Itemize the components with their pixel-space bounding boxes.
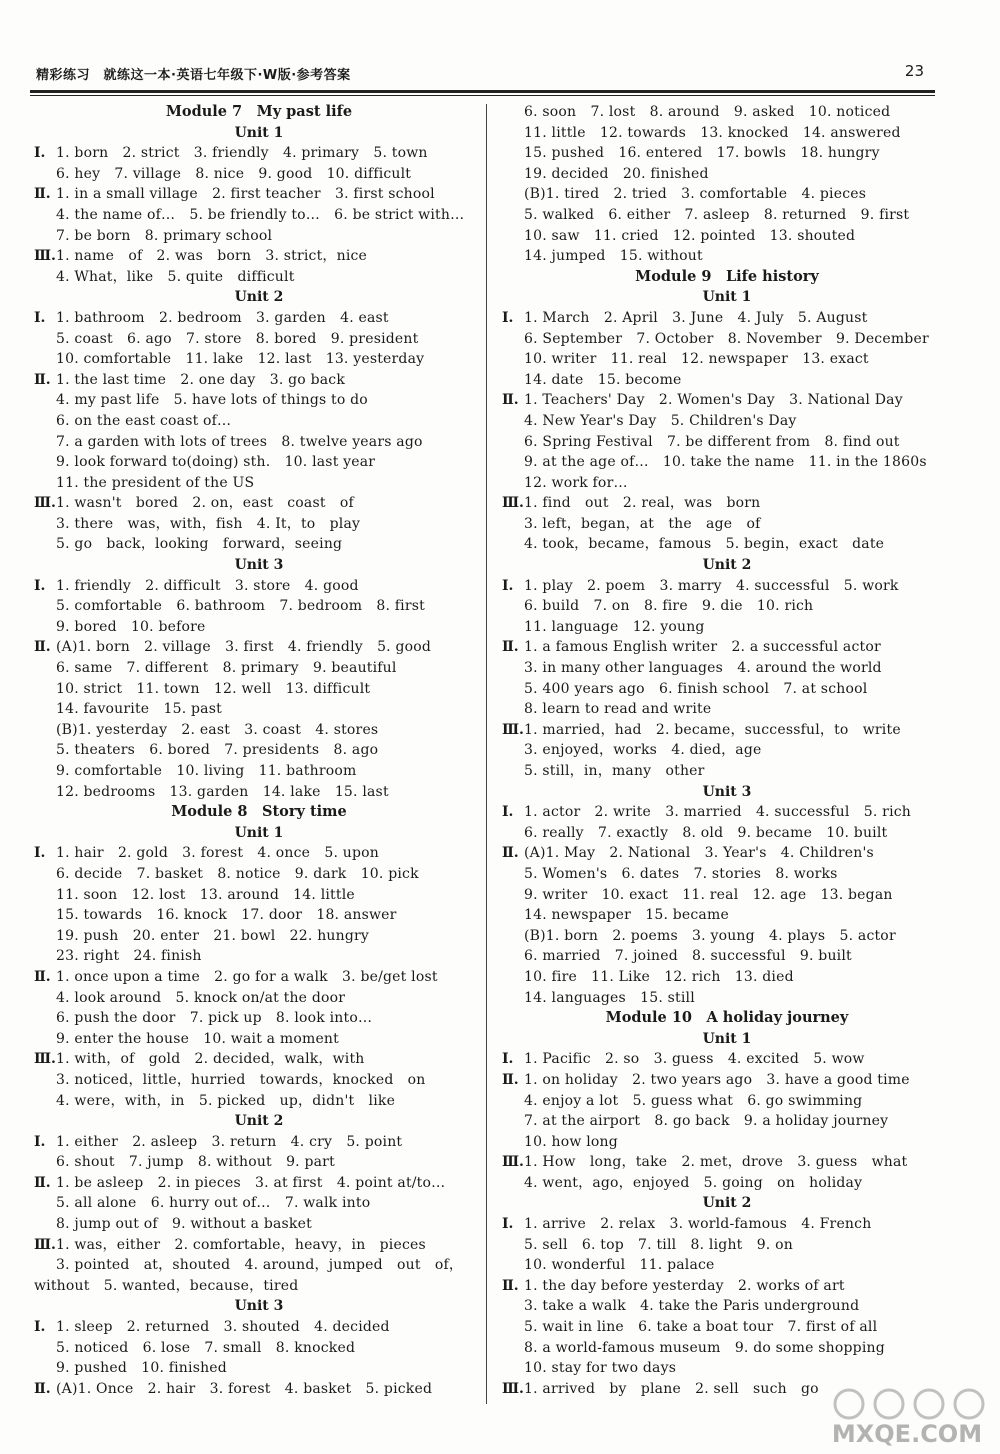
answer-text: 6. same 7. different 8. primary 9. beautiful [56, 660, 397, 677]
answer-text: (B)1. tired 2. tried 3. comfortable 4. pieces [524, 186, 867, 203]
section-label: Ⅲ. [34, 495, 56, 512]
answer-line [34, 493, 484, 514]
answer-line [34, 534, 484, 555]
answer-text: 1. the day before yesterday 2. works of art [524, 1277, 845, 1294]
answer-line [502, 390, 952, 411]
answer-line [34, 1193, 484, 1214]
answer-line [502, 1111, 952, 1132]
answer-text: (A)1. May 2. National 3. Year's 4. Children's [524, 845, 874, 862]
answer-line [502, 493, 952, 514]
answer-line [502, 432, 952, 453]
answer-line [502, 823, 952, 844]
answer-line [34, 473, 484, 494]
answer-line [34, 658, 484, 679]
answer-text: 1. play 2. poem 3. marry 4. successful 5. work [524, 577, 899, 594]
answer-line [34, 1338, 484, 1359]
answer-line [502, 411, 952, 432]
answer-line [502, 1338, 952, 1359]
page-number: 23 [904, 62, 924, 80]
answer-text: 4. What，like 5. quite difficult [56, 268, 295, 285]
unit-heading: Unit 2 [234, 289, 284, 306]
answer-text: 1. married，had 2. became，successful，to write [524, 721, 901, 738]
section-label: Ⅱ. [502, 1071, 519, 1088]
answer-line [34, 1070, 484, 1091]
answer-text: 15. towards 16. knock 17. door 18. answer [56, 907, 397, 924]
answer-line [502, 761, 952, 782]
answer-text: 9. at the age of… 10. take the name 11. in the 1860s [524, 454, 927, 471]
answer-line [34, 782, 484, 803]
section-label: Ⅱ. [502, 1277, 519, 1294]
unit-heading: Unit 2 [702, 557, 752, 574]
section-label: Ⅲ. [502, 495, 524, 512]
answer-text: 1. with，of gold 2. decided，walk，with [56, 1051, 365, 1068]
answer-line [34, 411, 484, 432]
answer-text: 10. how long [524, 1133, 618, 1150]
answer-text: 5. Women's 6. dates 7. stories 8. works [524, 865, 838, 882]
section-label: Ⅱ. [34, 1174, 51, 1191]
answer-text: 5. walked 6. either 7. asleep 8. returned 9. first [524, 206, 910, 223]
column-divider [486, 104, 487, 1404]
answer-text: 4. went，ago，enjoyed 5. going on holiday [524, 1174, 863, 1191]
section-label: Ⅰ. [34, 845, 46, 862]
answer-text: 14. languages 15. still [524, 989, 695, 1006]
answer-line [34, 1317, 484, 1338]
answer-text: 5. still，in，many other [524, 763, 705, 779]
answer-line [502, 1235, 952, 1256]
answer-text: 12. bedrooms 13. garden 14. lake 15. last [56, 783, 389, 800]
answer-text: 9. pushed 10. finished [56, 1360, 227, 1377]
answer-line [502, 1152, 952, 1173]
unit-heading: Unit 1 [702, 1030, 752, 1047]
answer-line [34, 699, 484, 720]
answer-line [34, 967, 484, 988]
answer-text: 1. name of 2. was born 3. strict，nice [56, 248, 368, 265]
answer-text: 6. on the east coast of… [56, 412, 232, 429]
answer-line [34, 432, 484, 453]
answer-line [502, 967, 952, 988]
module-heading: Module 8 Story time [171, 803, 347, 821]
answer-line [502, 576, 952, 597]
answer-line [502, 164, 952, 185]
answer-line [34, 164, 484, 185]
answer-text: 9. look forward to(doing) sth. 10. last year [56, 454, 376, 471]
answer-text: 15. pushed 16. entered 17. bowls 18. hungry [524, 145, 880, 162]
answer-line [34, 740, 484, 761]
answer-line [502, 329, 952, 350]
answer-text: 9. writer 10. exact 11. real 12. age 13. began [524, 886, 893, 903]
answer-text: 5. comfortable 6. bathroom 7. bedroom 8. first [56, 598, 425, 615]
answer-text: 10. comfortable 11. lake 12. last 13. yesterday [56, 351, 425, 368]
answer-line [34, 349, 484, 370]
answer-text: 11. little 12. towards 13. knocked 14. answered [524, 124, 901, 141]
answer-text: 3. there was，with，fish 4. It，to play [56, 515, 361, 532]
unit-heading: Unit 1 [234, 824, 284, 841]
answer-text: 5. wait in line 6. take a boat tour 7. first of all [524, 1319, 878, 1336]
answer-text: 9. comfortable 10. living 11. bathroom [56, 763, 357, 779]
answer-line [502, 143, 952, 164]
answer-text: 3. pointed at，shouted 4. around，jumped out of， [56, 1257, 464, 1274]
answer-line [502, 370, 952, 391]
section-label: Ⅰ. [34, 1133, 46, 1150]
answer-text: 10. writer 11. real 12. newspaper 13. exact [524, 351, 869, 368]
section-label: Ⅰ. [34, 577, 46, 594]
answer-line [502, 617, 952, 638]
answer-line [502, 864, 952, 885]
answer-text: (B)1. yesterday 2. east 3. coast 4. stores [56, 721, 379, 738]
answer-line [502, 843, 952, 864]
unit-heading: Unit 3 [234, 1298, 284, 1315]
answer-line [34, 308, 484, 329]
answer-text: 4. enjoy a lot 5. guess what 6. go swimming [524, 1092, 863, 1109]
answer-text: 10. strict 11. town 12. well 13. difficult [56, 680, 371, 697]
answer-text: 1. bathroom 2. bedroom 3. garden 4. east [56, 309, 389, 326]
answer-line [502, 123, 952, 144]
answer-line [502, 637, 952, 658]
section-label: Ⅰ. [502, 577, 514, 594]
answer-text: 14. date 15. become [524, 371, 682, 388]
answer-text: 1. How long，take 2. met，drove 3. guess what [524, 1154, 908, 1171]
answer-text: 3. noticed，little，hurried towards，knocked on [56, 1071, 426, 1088]
answer-text: (A)1. born 2. village 3. first 4. friendly 5. good [56, 639, 432, 656]
answer-text: 9. enter the house 10. wait a moment [56, 1030, 339, 1047]
answer-line [502, 1070, 952, 1091]
answer-line [502, 1317, 952, 1338]
answer-text: 10. fire 11. Like 12. rich 13. died [524, 968, 794, 985]
answer-text: 6. married 7. joined 8. successful 9. built [524, 948, 852, 965]
answer-line [34, 452, 484, 473]
answer-line [34, 390, 484, 411]
answer-text: 1. hair 2. gold 3. forest 4. once 5. upon [56, 845, 379, 862]
answer-text: 4. look around 5. knock on/at the door [56, 989, 346, 1006]
answer-text: 3. take a walk 4. take the Paris underground [524, 1298, 860, 1315]
answer-line [502, 184, 952, 205]
answer-text: 1. be asleep 2. in pieces 3. at first 4. point at/to… [56, 1174, 446, 1191]
header-rule [30, 90, 935, 93]
section-label: Ⅰ. [34, 1319, 46, 1336]
answer-line [502, 452, 952, 473]
section-label: Ⅱ. [34, 639, 51, 656]
section-label: Ⅰ. [502, 804, 514, 821]
answer-text: 1. on holiday 2. two years ago 3. have a good time [524, 1071, 910, 1088]
answer-text: 6. push the door 7. pick up 8. look into… [56, 1010, 373, 1027]
answer-text: 1. sleep 2. returned 3. shouted 4. decided [56, 1319, 390, 1336]
answer-line [34, 1379, 484, 1400]
answer-text: 4. took，became，famous 5. begin，exact date [524, 536, 885, 553]
answer-line [502, 246, 952, 267]
answer-text: 1. wasn't bored 2. on，east coast of [56, 495, 354, 512]
answer-text: 1. was，either 2. comfortable，heavy，in pieces [56, 1236, 426, 1253]
answer-text: 4. my past life 5. have lots of things to do [56, 392, 368, 409]
answer-line [502, 1132, 952, 1153]
answer-text: 19. push 20. enter 21. bowl 22. hungry [56, 927, 370, 944]
answer-line [502, 226, 952, 247]
answer-text: 23. right 24. finish [56, 948, 202, 965]
answer-text: 14. jumped 15. without [524, 248, 703, 265]
answer-line [34, 1049, 484, 1070]
answer-line [34, 720, 484, 741]
answer-text: 6. shout 7. jump 8. without 9. part [56, 1154, 335, 1171]
module-heading: Module 10 A holiday journey [605, 1009, 849, 1027]
page-header [30, 58, 932, 90]
answer-line [34, 514, 484, 535]
answer-line [34, 1091, 484, 1112]
answer-text: 5. coast 6. ago 7. store 8. bored 9. president [56, 330, 419, 347]
unit-heading: Unit 1 [702, 289, 752, 306]
answer-text: 14. favourite 15. past [56, 701, 222, 718]
answer-text: 11. soon 12. lost 13. around 14. little [56, 886, 355, 903]
section-label: Ⅱ. [502, 845, 519, 862]
answer-text: 1. born 2. strict 3. friendly 4. primary 5. town [56, 145, 428, 162]
answer-line [34, 1214, 484, 1235]
answer-line [502, 1173, 952, 1194]
answer-line [34, 205, 484, 226]
answer-text: 7. a garden with lots of trees 8. twelve years ago [56, 433, 423, 450]
answer-text: 7. be born 8. primary school [56, 227, 273, 244]
answer-line [34, 143, 484, 164]
answer-line [502, 885, 952, 906]
answer-line [502, 905, 952, 926]
answer-line [34, 1235, 484, 1256]
answer-line [502, 740, 952, 761]
answer-text: 10. wonderful 11. palace [524, 1257, 715, 1274]
module-heading: Module 7 My past life [165, 103, 353, 120]
answer-text: 6. really 7. exactly 8. old 9. became 10. built [524, 824, 888, 841]
answer-text: 5. sell 6. top 7. till 8. light 9. on [524, 1236, 793, 1253]
section-label: Ⅰ. [502, 309, 514, 326]
unit-heading: Unit 2 [702, 1195, 752, 1212]
answer-line [34, 1008, 484, 1029]
answer-text: 5. 400 years ago 6. finish school 7. at school [524, 680, 868, 697]
answer-line [34, 226, 484, 247]
answer-line [502, 1091, 952, 1112]
answer-line [34, 617, 484, 638]
answer-text: (B)1. born 2. poems 3. young 4. plays 5. actor [524, 927, 896, 944]
answer-text: 1. the last time 2. one day 3. go back [56, 371, 346, 388]
header-title: 精彩练习 就练这一本·英语七年级下·W版·参考答案 [36, 68, 351, 83]
section-label: Ⅱ. [34, 968, 51, 985]
answer-text: (A)1. Once 2. hair 3. forest 4. basket 5. picked [56, 1380, 433, 1397]
section-label: Ⅲ. [34, 1051, 56, 1068]
answer-line [502, 205, 952, 226]
answer-text: 1. in a small village 2. first teacher 3. first school [56, 186, 435, 203]
answer-text: 6. decide 7. basket 8. notice 9. dark 10. pick [56, 865, 419, 882]
answer-line [34, 885, 484, 906]
answer-line [502, 596, 952, 617]
section-label: Ⅲ. [34, 248, 56, 265]
answer-text: 6. September 7. October 8. November 9. December [524, 330, 929, 347]
answer-text: 10. stay for two days [524, 1360, 677, 1377]
watermark-logo [819, 1386, 994, 1448]
answer-text: 6. Spring Festival 7. be different from 8. find out [524, 433, 900, 450]
answer-line [502, 1255, 952, 1276]
answer-line [502, 1296, 952, 1317]
answer-line [502, 473, 952, 494]
answer-line [34, 1173, 484, 1194]
answer-text: 10. saw 11. cried 12. pointed 13. shouted [524, 227, 856, 244]
answer-line [34, 761, 484, 782]
section-label: Ⅲ. [502, 1380, 524, 1397]
answer-text: 4. the name of… 5. be friendly to… 6. be strict with… [56, 206, 465, 223]
answer-text: 1. actor 2. write 3. married 4. successful 5. rich [524, 804, 912, 821]
answer-text: 7. at the airport 8. go back 9. a holiday journey [524, 1113, 889, 1130]
section-label: Ⅰ. [34, 145, 46, 162]
unit-heading: Unit 3 [702, 783, 752, 800]
answer-line [502, 1049, 952, 1070]
answer-line [502, 308, 952, 329]
answer-line [34, 946, 484, 967]
section-label: Ⅱ. [502, 639, 519, 656]
section-label: Ⅰ. [502, 1051, 514, 1068]
answer-line [502, 988, 952, 1009]
answer-text: 8. a world-famous museum 9. do some shopping [524, 1339, 885, 1356]
answer-line [34, 864, 484, 885]
answer-line [502, 699, 952, 720]
answer-line [502, 1214, 952, 1235]
answer-text: 6. hey 7. village 8. nice 9. good 10. difficult [56, 165, 412, 182]
answer-line [502, 534, 952, 555]
answer-text: 5. noticed 6. lose 7. small 8. knocked [56, 1339, 356, 1356]
answer-column-right [502, 102, 952, 1399]
section-label: Ⅰ. [502, 1216, 514, 1233]
answer-text: 8. learn to read and write [524, 701, 712, 718]
section-label: Ⅱ. [34, 371, 51, 388]
answer-text: 4. were，with，in 5. picked up，didn't like [56, 1092, 396, 1109]
section-label: Ⅱ. [34, 186, 51, 203]
answer-text: 1. friendly 2. difficult 3. store 4. good [56, 577, 359, 594]
answer-line [502, 349, 952, 370]
answer-text: 5. theaters 6. bored 7. presidents 8. ago [56, 742, 379, 759]
answer-line [34, 1276, 484, 1297]
answer-text: 3. in many other languages 4. around the world [524, 660, 882, 677]
watermark-text: MXQE.COM [831, 1420, 983, 1448]
answer-text: 6. build 7. on 8. fire 9. die 10. rich [524, 598, 814, 615]
answer-text: 5. go back，looking forward，seeing [56, 536, 343, 553]
answer-text: 4. New Year's Day 5. Children's Day [524, 412, 797, 429]
answer-line [34, 329, 484, 350]
answer-line [34, 1152, 484, 1173]
answer-line [34, 843, 484, 864]
answer-line [34, 596, 484, 617]
answer-line [502, 720, 952, 741]
answer-text: 1. arrived by plane 2. sell such go [524, 1380, 819, 1397]
answer-line [502, 658, 952, 679]
answer-text: 6. soon 7. lost 8. around 9. asked 10. noticed [524, 104, 891, 120]
answer-text: 1. either 2. asleep 3. return 4. cry 5. point [56, 1133, 403, 1150]
section-label: Ⅱ. [502, 392, 519, 409]
answer-line [34, 679, 484, 700]
answer-line [502, 514, 952, 535]
unit-heading: Unit 1 [234, 124, 284, 141]
answer-text: 1. find out 2. real，was born [524, 495, 761, 512]
answer-column-left [34, 102, 484, 1399]
answer-line [34, 637, 484, 658]
answer-line [502, 802, 952, 823]
unit-heading: Unit 3 [234, 557, 284, 574]
answer-text: 1. a famous English writer 2. a successful actor [524, 639, 881, 656]
answer-text: 1. Pacific 2. so 3. guess 4. excited 5. wow [524, 1051, 865, 1068]
answer-text: without 5. wanted，because，tired [34, 1277, 299, 1294]
answer-text: 9. bored 10. before [56, 618, 206, 635]
answer-line [502, 946, 952, 967]
unit-heading: Unit 2 [234, 1113, 284, 1130]
answer-line [34, 576, 484, 597]
answer-line [34, 1029, 484, 1050]
answer-text: 11. language 12. young [524, 618, 705, 635]
section-label: Ⅲ. [34, 1236, 56, 1253]
answer-line [502, 1276, 952, 1297]
section-label: Ⅲ. [502, 721, 524, 738]
answer-line [34, 267, 484, 288]
module-heading: Module 9 Life history [635, 267, 819, 285]
answer-line [502, 102, 952, 123]
answer-line [34, 1132, 484, 1153]
answer-text: 1. March 2. April 3. June 4. July 5. August [524, 309, 868, 326]
answer-line [34, 926, 484, 947]
answer-line [502, 679, 952, 700]
answer-line [34, 184, 484, 205]
answer-line [34, 1255, 484, 1276]
answer-text: 3. enjoyed，works 4. died，age [524, 742, 762, 759]
section-label: Ⅱ. [34, 1380, 51, 1397]
answer-line [34, 370, 484, 391]
answer-text: 8. jump out of 9. without a basket [56, 1216, 312, 1233]
answer-text: 1. arrive 2. relax 3. world-famous 4. French [524, 1216, 872, 1233]
answer-text: 1. Teachers' Day 2. Women's Day 3. National Day [524, 392, 903, 409]
answer-text: 12. work for… [524, 474, 628, 491]
answer-text: 14. newspaper 15. became [524, 907, 729, 924]
answer-line [502, 1358, 952, 1379]
answer-line [34, 1358, 484, 1379]
answer-line [34, 905, 484, 926]
answer-line [34, 988, 484, 1009]
section-label: Ⅲ. [502, 1154, 524, 1171]
section-label: Ⅰ. [34, 309, 46, 326]
answer-text: 5. all alone 6. hurry out of… 7. walk into [56, 1195, 371, 1212]
header-rule-thin [30, 95, 935, 96]
answer-text: 11. the president of the US [56, 474, 255, 491]
answer-line [502, 926, 952, 947]
answer-text: 3. left，began，at the age of [524, 515, 761, 532]
answer-line [34, 246, 484, 267]
answer-text: 1. once upon a time 2. go for a walk 3. be/get lost [56, 968, 438, 985]
answer-text: 19. decided 20. finished [524, 165, 709, 182]
